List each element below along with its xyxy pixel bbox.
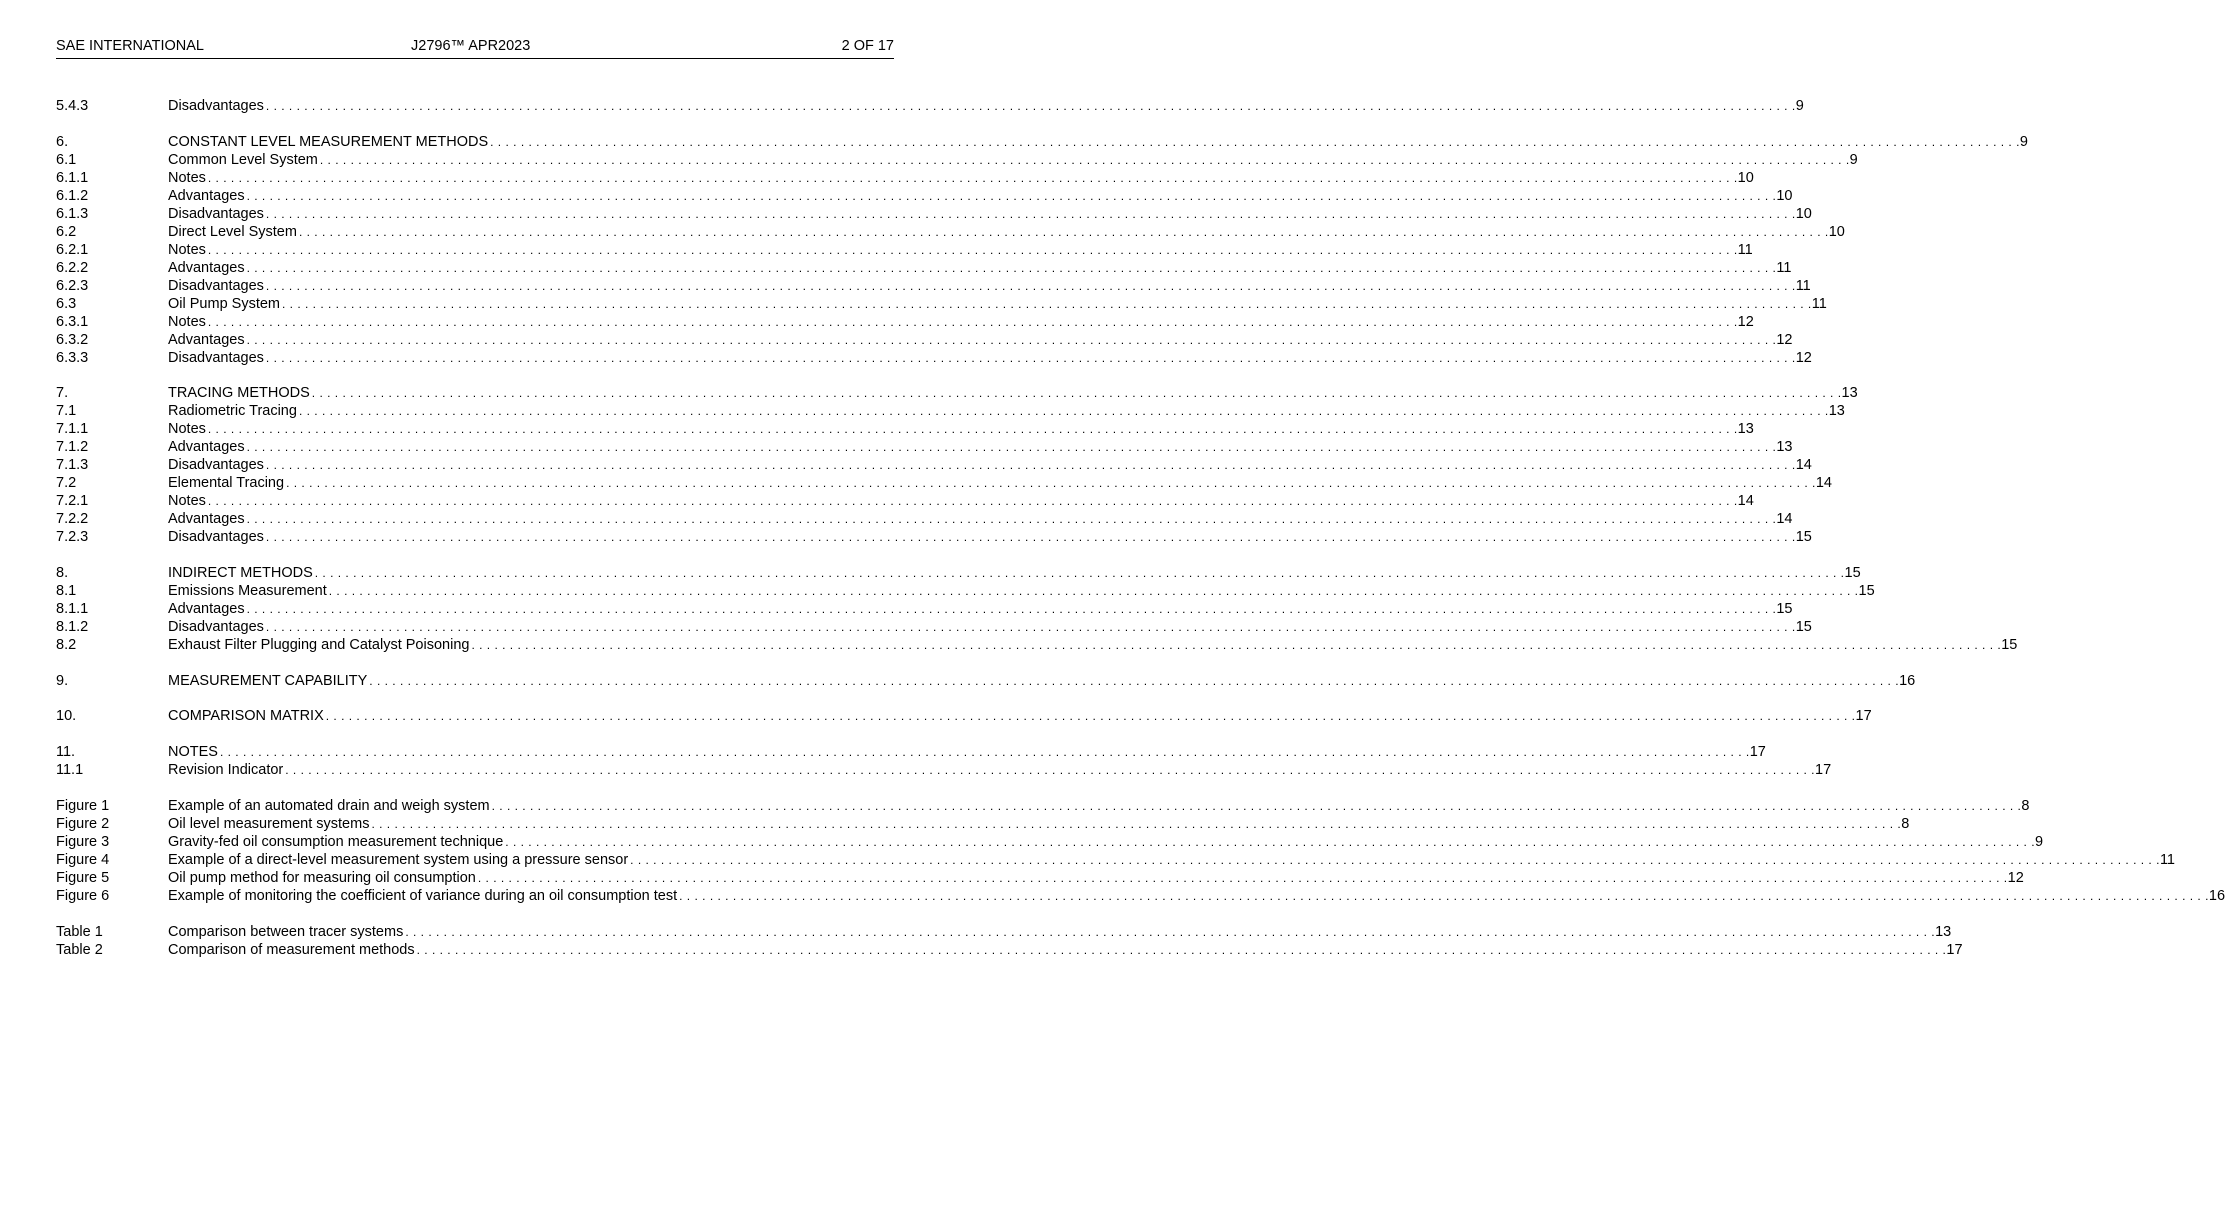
dot-leader: . . . . . . . . . . . . . . . . . . . . . . . . . . . . . . . . . . . . . . . . . . . . . . . . . . . . . . . . . . . . . . . . . . . . . . . . . . . . . . . . . . . . . . . . . . . . . . . . . . . . . . . . . . . . . . . . . . . . . . . . . . . . . . . . . . . . . . . . . . . . . . . . . . . . . . . . . . . . . . . . . . . . . . . . . . . . . . . . . . . . . . . . . . . . . . . . . . . . . . . . xyxy=(298,404,1829,419)
dot-leader: . . . . . . . . . . . . . . . . . . . . . . . . . . . . . . . . . . . . . . . . . . . . . . . . . . . . . . . . . . . . . . . . . . . . . . . . . . . . . . . . . . . . . . . . . . . . . . . . . . . . . . . . . . . . . . . . . . . . . . . . . . . . . . . . . . . . . . . . . . . . . . . . . . . . . . . . . . . . . . . . . . . . . . . . . . . . . . . . . . . . . . . . . . . . . . . . . . . . . . . . xyxy=(477,870,2008,885)
toc-entry-title: Notes xyxy=(168,169,206,186)
toc-entry-number: Figure 6 xyxy=(56,887,110,904)
dot-leader: . . . . . . . . . . . . . . . . . . . . . . . . . . . . . . . . . . . . . . . . . . . . . . . . . . . . . . . . . . . . . . . . . . . . . . . . . . . . . . . . . . . . . . . . . . . . . . . . . . . . . . . . . . . . . . . . . . . . . . . . . . . . . . . . . . . . . . . . . . . . . . . . . . . . . . . . . . . . . . . . . . . . . . . . . . . . . . . . . . . . . . . . . . . . . . . . . . . . . . . . xyxy=(405,924,1936,939)
toc-entry-page: 15 xyxy=(1795,529,1812,546)
toc-entry-title: MEASUREMENT CAPABILITY xyxy=(168,672,368,689)
toc-entry[interactable] xyxy=(56,869,2024,887)
toc-entry-page: 15 xyxy=(2001,637,2018,654)
toc-entry-title: INDIRECT METHODS xyxy=(168,565,313,582)
toc-entry[interactable] xyxy=(56,618,1812,636)
dot-leader: . . . . . . . . . . . . . . . . . . . . . . . . . . . . . . . . . . . . . . . . . . . . . . . . . . . . . . . . . . . . . . . . . . . . . . . . . . . . . . . . . . . . . . . . . . . . . . . . . . . . . . . . . . . . . . . . . . . . . . . . . . . . . . . . . . . . . . . . . . . . . . . . . . . . . . . . . . . . . . . . . . . . . . . . . . . . . . . . . . . . . . . . . . . . . . . . . . . . . . . . xyxy=(246,188,1777,203)
toc-entry-number: 6.3 xyxy=(56,295,77,312)
toc-entry-number: 6.2.1 xyxy=(56,241,89,258)
toc-entry[interactable] xyxy=(56,582,1875,600)
toc-entry-number: 5.4.3 xyxy=(56,98,89,114)
dot-leader: . . . . . . . . . . . . . . . . . . . . . . . . . . . . . . . . . . . . . . . . . . . . . . . . . . . . . . . . . . . . . . . . . . . . . . . . . . . . . . . . . . . . . . . . . . . . . . . . . . . . . . . . . . . . . . . . . . . . . . . . . . . . . . . . . . . . . . . . . . . . . . . . . . . . . . . . . . . . . . . . . . . . . . . . . . . . . . . . . . . . . . . . . . . . . . . . . . . . . . . . xyxy=(265,350,1796,365)
toc-entry[interactable] xyxy=(56,97,1804,115)
toc-entry-title: Disadvantages xyxy=(168,349,264,366)
dot-leader: . . . . . . . . . . . . . . . . . . . . . . . . . . . . . . . . . . . . . . . . . . . . . . . . . . . . . . . . . . . . . . . . . . . . . . . . . . . . . . . . . . . . . . . . . . . . . . . . . . . . . . . . . . . . . . . . . . . . . . . . . . . . . . . . . . . . . . . . . . . . . . . . . . . . . . . . . . . . . . . . . . . . . . . . . . . . . . . . . . . . . . . . . . . . . . . . . . . . . . . . xyxy=(630,852,2160,867)
dot-leader: . . . . . . . . . . . . . . . . . . . . . . . . . . . . . . . . . . . . . . . . . . . . . . . . . . . . . . . . . . . . . . . . . . . . . . . . . . . . . . . . . . . . . . . . . . . . . . . . . . . . . . . . . . . . . . . . . . . . . . . . . . . . . . . . . . . . . . . . . . . . . . . . . . . . . . . . . . . . . . . . . . . . . . . . . . . . . . . . . . . . . . . . . . . . . . . . . . . . . . . . xyxy=(207,314,1738,329)
toc-entry-page: 12 xyxy=(2007,869,2024,886)
toc-entry-number: 7.2.1 xyxy=(56,493,89,510)
page-header xyxy=(56,38,894,59)
toc-entry-title: Elemental Tracing xyxy=(168,475,285,492)
dot-leader: . . . . . . . . . . . . . . . . . . . . . . . . . . . . . . . . . . . . . . . . . . . . . . . . . . . . . . . . . . . . . . . . . . . . . . . . . . . . . . . . . . . . . . . . . . . . . . . . . . . . . . . . . . . . . . . . . . . . . . . . . . . . . . . . . . . . . . . . . . . . . . . . . . . . . . . . . . . . . . . . . . . . . . . . . . . . . . . . . . . . . . . . . . . . . . . . . . . . . . . . xyxy=(325,709,1856,724)
toc-entry-number: 7.1.3 xyxy=(56,457,89,474)
toc-entry-number: 6.1.1 xyxy=(56,169,89,186)
toc-entry-page: 10 xyxy=(1795,205,1812,222)
toc-entry-page: 11 xyxy=(1776,259,1792,276)
dot-leader: . . . . . . . . . . . . . . . . . . . . . . . . . . . . . . . . . . . . . . . . . . . . . . . . . . . . . . . . . . . . . . . . . . . . . . . . . . . . . . . . . . . . . . . . . . . . . . . . . . . . . . . . . . . . . . . . . . . . . . . . . . . . . . . . . . . . . . . . . . . . . . . . . . . . . . . . . . . . . . . . . . . . . . . . . . . . . . . . . . . . . . . . . . . . . . . . . . . . . . . . xyxy=(371,816,1902,831)
toc-entry-title: Emissions Measurement xyxy=(168,583,327,600)
toc-entry-title: Advantages xyxy=(168,439,245,456)
toc-entry-page: 9 xyxy=(1795,98,1804,114)
toc-entry-page: 12 xyxy=(1776,331,1793,348)
toc-entry-title: Example of monitoring the coefficient of variance during an oil consumption test xyxy=(168,887,678,904)
toc-entry-page: 16 xyxy=(1899,672,1916,689)
toc-entry-number: Figure 5 xyxy=(56,869,110,886)
toc-entry-title: Example of a direct-level measurement system using a pressure sensor xyxy=(168,851,629,868)
toc-entry[interactable] xyxy=(56,474,1832,492)
toc-entry-title: Notes xyxy=(168,421,206,438)
dot-leader: . . . . . . . . . . . . . . . . . . . . . . . . . . . . . . . . . . . . . . . . . . . . . . . . . . . . . . . . . . . . . . . . . . . . . . . . . . . . . . . . . . . . . . . . . . . . . . . . . . . . . . . . . . . . . . . . . . . . . . . . . . . . . . . . . . . . . . . . . . . . . . . . . . . . . . . . . . . . . . . . . . . . . . . . . . . . . . . . . . . . . . . . . . . . . . . . . . . . . . . . xyxy=(246,332,1777,347)
toc-entry[interactable] xyxy=(56,492,1754,510)
toc-entry[interactable] xyxy=(56,851,2175,869)
toc-entry-page: 14 xyxy=(1815,475,1832,492)
toc-entry[interactable] xyxy=(56,887,2225,905)
toc-entry-page: 17 xyxy=(1946,941,1963,958)
dot-leader: . . . . . . . . . . . . . . . . . . . . . . . . . . . . . . . . . . . . . . . . . . . . . . . . . . . . . . . . . . . . . . . . . . . . . . . . . . . . . . . . . . . . . . . . . . . . . . . . . . . . . . . . . . . . . . . . . . . . . . . . . . . . . . . . . . . . . . . . . . . . . . . . . . . . . . . . . . . . . . . . . . . . . . . . . . . . . . . . . . . . . . . . . . . . . . . . . . . . . . . . xyxy=(246,602,1777,617)
toc-entry-number: 7.2 xyxy=(56,475,77,492)
toc-entry-page: 14 xyxy=(1737,493,1754,510)
toc-entry-title: Advantages xyxy=(168,331,245,348)
toc-entry-page: 15 xyxy=(1795,619,1812,636)
toc-entry-title: Exhaust Filter Plugging and Catalyst Poisoning xyxy=(168,637,470,654)
toc-entry-title: Disadvantages xyxy=(168,277,264,294)
toc-entry-title: Disadvantages xyxy=(168,619,264,636)
toc-entry-title: Gravity-fed oil consumption measurement technique xyxy=(168,833,504,850)
dot-leader: . . . . . . . . . . . . . . . . . . . . . . . . . . . . . . . . . . . . . . . . . . . . . . . . . . . . . . . . . . . . . . . . . . . . . . . . . . . . . . . . . . . . . . . . . . . . . . . . . . . . . . . . . . . . . . . . . . . . . . . . . . . . . . . . . . . . . . . . . . . . . . . . . . . . . . . . . . . . . . . . . . . . . . . . . . . . . . . . . . . . . . . . . . . . . . . . . . . . . . . . xyxy=(416,942,1947,957)
toc-entry-page: 15 xyxy=(1858,583,1875,600)
dot-leader: . . . . . . . . . . . . . . . . . . . . . . . . . . . . . . . . . . . . . . . . . . . . . . . . . . . . . . . . . . . . . . . . . . . . . . . . . . . . . . . . . . . . . . . . . . . . . . . . . . . . . . . . . . . . . . . . . . . . . . . . . . . . . . . . . . . . . . . . . . . . . . . . . . . . . . . . . . . . . . . . . . . . . . . . . . . . . . . . . . . . . . . . . . . . . . . . . . . . . . . . xyxy=(282,296,1812,311)
toc-entry-page: 10 xyxy=(1776,187,1793,204)
dot-leader: . . . . . . . . . . . . . . . . . . . . . . . . . . . . . . . . . . . . . . . . . . . . . . . . . . . . . . . . . . . . . . . . . . . . . . . . . . . . . . . . . . . . . . . . . . . . . . . . . . . . . . . . . . . . . . . . . . . . . . . . . . . . . . . . . . . . . . . . . . . . . . . . . . . . . . . . . . . . . . . . . . . . . . . . . . . . . . . . . . . . . . . . . . . . . . . . . . . . . . . . xyxy=(314,566,1845,581)
toc-entry-number: 6.1.3 xyxy=(56,205,89,222)
dot-leader: . . . . . . . . . . . . . . . . . . . . . . . . . . . . . . . . . . . . . . . . . . . . . . . . . . . . . . . . . . . . . . . . . . . . . . . . . . . . . . . . . . . . . . . . . . . . . . . . . . . . . . . . . . . . . . . . . . . . . . . . . . . . . . . . . . . . . . . . . . . . . . . . . . . . . . . . . . . . . . . . . . . . . . . . . . . . . . . . . . . . . . . . . . . . . . . . . . . . . . . . xyxy=(207,170,1738,185)
toc-entry-number: 8.2 xyxy=(56,637,77,654)
dot-leader: . . . . . . . . . . . . . . . . . . . . . . . . . . . . . . . . . . . . . . . . . . . . . . . . . . . . . . . . . . . . . . . . . . . . . . . . . . . . . . . . . . . . . . . . . . . . . . . . . . . . . . . . . . . . . . . . . . . . . . . . . . . . . . . . . . . . . . . . . . . . . . . . . . . . . . . . . . . . . . . . . . . . . . . . . . . . . . . . . . . . . . . . . . . . . . . . . . . . . . . . xyxy=(311,386,1842,401)
toc-entry[interactable] xyxy=(56,815,1910,833)
toc-entry-title: TRACING METHODS xyxy=(168,385,310,402)
toc-entry[interactable] xyxy=(56,420,1754,438)
dot-leader: . . . . . . . . . . . . . . . . . . . . . . . . . . . . . . . . . . . . . . . . . . . . . . . . . . . . . . . . . . . . . . . . . . . . . . . . . . . . . . . . . . . . . . . . . . . . . . . . . . . . . . . . . . . . . . . . . . . . . . . . . . . . . . . . . . . . . . . . . . . . . . . . . . . . . . . . . . . . . . . . . . . . . . . . . . . . . . . . . . . . . . . . . . . . . . . . . . . . . . . . xyxy=(319,152,1850,167)
toc-entry-number: Figure 1 xyxy=(56,797,110,814)
toc-entry[interactable] xyxy=(56,151,1858,169)
toc-entry-title: Comparison of measurement methods xyxy=(168,941,415,958)
toc-entry[interactable] xyxy=(56,707,1872,725)
toc-entry-title: Radiometric Tracing xyxy=(168,403,297,420)
toc-entry-number: 11. xyxy=(56,744,76,761)
toc-entry[interactable] xyxy=(56,205,1812,223)
toc-entry-page: 16 xyxy=(2208,887,2225,904)
toc-entry-number: Figure 2 xyxy=(56,815,110,832)
dot-leader: . . . . . . . . . . . . . . . . . . . . . . . . . . . . . . . . . . . . . . . . . . . . . . . . . . . . . . . . . . . . . . . . . . . . . . . . . . . . . . . . . . . . . . . . . . . . . . . . . . . . . . . . . . . . . . . . . . . . . . . . . . . . . . . . . . . . . . . . . . . . . . . . . . . . . . . . . . . . . . . . . . . . . . . . . . . . . . . . . . . . . . . . . . . . . . . . . . . . . . . . xyxy=(505,834,2036,849)
toc-entry-title: Disadvantages xyxy=(168,529,264,546)
toc-entry-title: Oil level measurement systems xyxy=(168,815,370,832)
toc-entry-page: 13 xyxy=(1737,421,1754,438)
toc-entry-number: 6.2.3 xyxy=(56,277,89,294)
toc-entry-number: Figure 3 xyxy=(56,833,110,850)
toc-entry-title: Common Level System xyxy=(168,151,318,168)
toc-entry-number: 8. xyxy=(56,565,69,582)
toc-entry-number: 6.1 xyxy=(56,151,77,168)
toc-entry-number: 7.1 xyxy=(56,403,77,420)
toc-entry[interactable] xyxy=(56,438,1793,456)
dot-leader: . . . . . . . . . . . . . . . . . . . . . . . . . . . . . . . . . . . . . . . . . . . . . . . . . . . . . . . . . . . . . . . . . . . . . . . . . . . . . . . . . . . . . . . . . . . . . . . . . . . . . . . . . . . . . . . . . . . . . . . . . . . . . . . . . . . . . . . . . . . . . . . . . . . . . . . . . . . . . . . . . . . . . . . . . . . . . . . . . . . . . . . . . . . . . . . . . . . . . . . . xyxy=(207,422,1738,437)
toc-entry-number: 8.1.2 xyxy=(56,619,89,636)
dot-leader: . . . . . . . . . . . . . . . . . . . . . . . . . . . . . . . . . . . . . . . . . . . . . . . . . . . . . . . . . . . . . . . . . . . . . . . . . . . . . . . . . . . . . . . . . . . . . . . . . . . . . . . . . . . . . . . . . . . . . . . . . . . . . . . . . . . . . . . . . . . . . . . . . . . . . . . . . . . . . . . . . . . . . . . . . . . . . . . . . . . . . . . . . . . . . . . . . . . . . . . . xyxy=(219,745,1750,760)
toc-entry-title: Direct Level System xyxy=(168,223,297,240)
toc-entry[interactable] xyxy=(56,295,1827,313)
toc-entry-number: 6.2 xyxy=(56,223,77,240)
toc-entry-page: 15 xyxy=(1776,601,1793,618)
toc-entry[interactable] xyxy=(56,259,1792,277)
dot-leader: . . . . . . . . . . . . . . . . . . . . . . . . . . . . . . . . . . . . . . . . . . . . . . . . . . . . . . . . . . . . . . . . . . . . . . . . . . . . . . . . . . . . . . . . . . . . . . . . . . . . . . . . . . . . . . . . . . . . . . . . . . . . . . . . . . . . . . . . . . . . . . . . . . . . . . . . . . . . . . . . . . . . . . . . . . . . . . . . . . . . . . . . . . . . . . . . . . . . . . . . xyxy=(285,763,1816,778)
document-number: J2796™ APR2023 xyxy=(411,38,531,54)
dot-leader: . . . . . . . . . . . . . . . . . . . . . . . . . . . . . . . . . . . . . . . . . . . . . . . . . . . . . . . . . . . . . . . . . . . . . . . . . . . . . . . . . . . . . . . . . . . . . . . . . . . . . . . . . . . . . . . . . . . . . . . . . . . . . . . . . . . . . . . . . . . . . . . . . . . . . . . . . . . . . . . . . . . . . . . . . . . . . . . . . . . . . . . . . . . . . . . . . . . . . . . . xyxy=(265,620,1796,635)
toc-entry-page: 10 xyxy=(1828,223,1845,240)
dot-leader: . . . . . . . . . . . . . . . . . . . . . . . . . . . . . . . . . . . . . . . . . . . . . . . . . . . . . . . . . . . . . . . . . . . . . . . . . . . . . . . . . . . . . . . . . . . . . . . . . . . . . . . . . . . . . . . . . . . . . . . . . . . . . . . . . . . . . . . . . . . . . . . . . . . . . . . . . . . . . . . . . . . . . . . . . . . . . . . . . . . . . . . . . . . . . . . . . . . . . . . . xyxy=(328,584,1859,599)
toc-entry-number: 7.2.3 xyxy=(56,529,89,546)
toc-entry-page: 11 xyxy=(1737,241,1753,258)
toc-entry[interactable] xyxy=(56,223,1845,241)
toc-entry-title: Oil pump method for measuring oil consumption xyxy=(168,869,476,886)
toc-entry-page: 9 xyxy=(2019,133,2028,150)
toc-entry-title: Advantages xyxy=(168,601,245,618)
toc-entry[interactable] xyxy=(56,510,1793,528)
toc-entry-page: 8 xyxy=(1901,815,1910,832)
toc-entry-title: Notes xyxy=(168,313,206,330)
toc-entry-number: 8.1.1 xyxy=(56,601,89,618)
toc-entry[interactable] xyxy=(56,564,1861,582)
toc-entry-page: 13 xyxy=(1828,403,1845,420)
toc-entry-number: Table 1 xyxy=(56,923,103,940)
toc-entry[interactable] xyxy=(56,761,1832,779)
toc-entry[interactable] xyxy=(56,600,1793,618)
dot-leader: . . . . . . . . . . . . . . . . . . . . . . . . . . . . . . . . . . . . . . . . . . . . . . . . . . . . . . . . . . . . . . . . . . . . . . . . . . . . . . . . . . . . . . . . . . . . . . . . . . . . . . . . . . . . . . . . . . . . . . . . . . . . . . . . . . . . . . . . . . . . . . . . . . . . . . . . . . . . . . . . . . . . . . . . . . . . . . . . . . . . . . . . . . . . . . . . . . . . . . . . xyxy=(246,512,1777,527)
toc-entry[interactable] xyxy=(56,349,1812,367)
toc-entry-title: NOTES xyxy=(168,744,218,761)
toc-entry-title: Disadvantages xyxy=(168,98,264,114)
toc-entry-number: 10. xyxy=(56,708,77,725)
toc-entry[interactable] xyxy=(56,528,1812,546)
publisher-name: SAE INTERNATIONAL xyxy=(56,38,204,54)
toc-entry-page: 12 xyxy=(1737,313,1754,330)
toc-entry-title: Disadvantages xyxy=(168,457,264,474)
toc-entry[interactable] xyxy=(56,331,1793,349)
toc-entry-title: Notes xyxy=(168,241,206,258)
toc-entry-number: 6.3.2 xyxy=(56,331,89,348)
toc-entry-number: 11.1 xyxy=(56,762,84,779)
toc-entry-page: 11 xyxy=(2159,851,2175,868)
toc-entry-number: 6.1.2 xyxy=(56,187,89,204)
dot-leader: . . . . . . . . . . . . . . . . . . . . . . . . . . . . . . . . . . . . . . . . . . . . . . . . . . . . . . . . . . . . . . . . . . . . . . . . . . . . . . . . . . . . . . . . . . . . . . . . . . . . . . . . . . . . . . . . . . . . . . . . . . . . . . . . . . . . . . . . . . . . . . . . . . . . . . . . . . . . . . . . . . . . . . . . . . . . . . . . . . . . . . . . . . . . . . . . . . . . . . . . xyxy=(246,440,1777,455)
toc-entry-number: 7.1.2 xyxy=(56,439,89,456)
toc-entry-title: Notes xyxy=(168,493,206,510)
toc-entry[interactable] xyxy=(56,923,1952,941)
dot-leader: . . . . . . . . . . . . . . . . . . . . . . . . . . . . . . . . . . . . . . . . . . . . . . . . . . . . . . . . . . . . . . . . . . . . . . . . . . . . . . . . . . . . . . . . . . . . . . . . . . . . . . . . . . . . . . . . . . . . . . . . . . . . . . . . . . . . . . . . . . . . . . . . . . . . . . . . . . . . . . . . . . . . . . . . . . . . . . . . . . . . . . . . . . . . . . . . . . . . . . . . xyxy=(265,458,1796,473)
toc-entry-page: 14 xyxy=(1795,457,1812,474)
dot-leader: . . . . . . . . . . . . . . . . . . . . . . . . . . . . . . . . . . . . . . . . . . . . . . . . . . . . . . . . . . . . . . . . . . . . . . . . . . . . . . . . . . . . . . . . . . . . . . . . . . . . . . . . . . . . . . . . . . . . . . . . . . . . . . . . . . . . . . . . . . . . . . . . . . . . . . . . . . . . . . . . . . . . . . . . . . . . . . . . . . . . . . . . . . . . . . . . . . . . . . . . xyxy=(207,494,1738,509)
toc-entry[interactable] xyxy=(56,636,2018,654)
dot-leader: . . . . . . . . . . . . . . . . . . . . . . . . . . . . . . . . . . . . . . . . . . . . . . . . . . . . . . . . . . . . . . . . . . . . . . . . . . . . . . . . . . . . . . . . . . . . . . . . . . . . . . . . . . . . . . . . . . . . . . . . . . . . . . . . . . . . . . . . . . . . . . . . . . . . . . . . . . . . . . . . . . . . . . . . . . . . . . . . . . . . . . . . . . . . . . . . . . . . . . . . xyxy=(207,242,1738,257)
toc-entry[interactable] xyxy=(56,133,2028,151)
dot-leader: . . . . . . . . . . . . . . . . . . . . . . . . . . . . . . . . . . . . . . . . . . . . . . . . . . . . . . . . . . . . . . . . . . . . . . . . . . . . . . . . . . . . . . . . . . . . . . . . . . . . . . . . . . . . . . . . . . . . . . . . . . . . . . . . . . . . . . . . . . . . . . . . . . . . . . . . . . . . . . . . . . . . . . . . . . . . . . . . . . . . . . . . . . . . . . . . . . . . . . . . xyxy=(490,134,2020,149)
toc-entry[interactable] xyxy=(56,169,1754,187)
dot-leader: . . . . . . . . . . . . . . . . . . . . . . . . . . . . . . . . . . . . . . . . . . . . . . . . . . . . . . . . . . . . . . . . . . . . . . . . . . . . . . . . . . . . . . . . . . . . . . . . . . . . . . . . . . . . . . . . . . . . . . . . . . . . . . . . . . . . . . . . . . . . . . . . . . . . . . . . . . . . . . . . . . . . . . . . . . . . . . . . . . . . . . . . . . . . . . . . . . . . . . . . xyxy=(491,798,2022,813)
toc-entry[interactable] xyxy=(56,833,2044,851)
toc-entry-title: COMPARISON MATRIX xyxy=(168,708,324,725)
toc-entry[interactable] xyxy=(56,384,1858,402)
toc-entry[interactable] xyxy=(56,456,1812,474)
toc-entry-page: 13 xyxy=(1841,385,1858,402)
toc-entry-title: Revision Indicator xyxy=(168,762,284,779)
toc-entry[interactable] xyxy=(56,941,1963,959)
toc-entry-page: 10 xyxy=(1737,169,1754,186)
toc-entry[interactable] xyxy=(56,797,2030,815)
dot-leader: . . . . . . . . . . . . . . . . . . . . . . . . . . . . . . . . . . . . . . . . . . . . . . . . . . . . . . . . . . . . . . . . . . . . . . . . . . . . . . . . . . . . . . . . . . . . . . . . . . . . . . . . . . . . . . . . . . . . . . . . . . . . . . . . . . . . . . . . . . . . . . . . . . . . . . . . . . . . . . . . . . . . . . . . . . . . . . . . . . . . . . . . . . . . . . . . . . . . . . . . xyxy=(265,278,1796,293)
toc-entry-page: 9 xyxy=(1849,151,1858,168)
toc-entry-page: 17 xyxy=(1855,708,1872,725)
toc-entry-title: CONSTANT LEVEL MEASUREMENT METHODS xyxy=(168,133,489,150)
dot-leader: . . . . . . . . . . . . . . . . . . . . . . . . . . . . . . . . . . . . . . . . . . . . . . . . . . . . . . . . . . . . . . . . . . . . . . . . . . . . . . . . . . . . . . . . . . . . . . . . . . . . . . . . . . . . . . . . . . . . . . . . . . . . . . . . . . . . . . . . . . . . . . . . . . . . . . . . . . . . . . . . . . . . . . . . . . . . . . . . . . . . . . . . . . . . . . . . . . . . . . . . xyxy=(246,260,1777,275)
toc-entry-number: 6.3.1 xyxy=(56,313,89,330)
toc-entry-number: 6.2.2 xyxy=(56,259,89,276)
dot-leader: . . . . . . . . . . . . . . . . . . . . . . . . . . . . . . . . . . . . . . . . . . . . . . . . . . . . . . . . . . . . . . . . . . . . . . . . . . . . . . . . . . . . . . . . . . . . . . . . . . . . . . . . . . . . . . . . . . . . . . . . . . . . . . . . . . . . . . . . . . . . . . . . . . . . . . . . . . . . . . . . . . . . . . . . . . . . . . . . . . . . . . . . . . . . . . . . . . . . . . . . xyxy=(286,476,1816,491)
toc-entry-number: 8.1 xyxy=(56,583,77,600)
toc-entry[interactable] xyxy=(56,402,1845,420)
toc-entry-page: 12 xyxy=(1795,349,1812,366)
dot-leader: . . . . . . . . . . . . . . . . . . . . . . . . . . . . . . . . . . . . . . . . . . . . . . . . . . . . . . . . . . . . . . . . . . . . . . . . . . . . . . . . . . . . . . . . . . . . . . . . . . . . . . . . . . . . . . . . . . . . . . . . . . . . . . . . . . . . . . . . . . . . . . . . . . . . . . . . . . . . . . . . . . . . . . . . . . . . . . . . . . . . . . . . . . . . . . . . . . . . . . . . xyxy=(679,888,2209,903)
dot-leader: . . . . . . . . . . . . . . . . . . . . . . . . . . . . . . . . . . . . . . . . . . . . . . . . . . . . . . . . . . . . . . . . . . . . . . . . . . . . . . . . . . . . . . . . . . . . . . . . . . . . . . . . . . . . . . . . . . . . . . . . . . . . . . . . . . . . . . . . . . . . . . . . . . . . . . . . . . . . . . . . . . . . . . . . . . . . . . . . . . . . . . . . . . . . . . . . . . . . . . . . xyxy=(265,206,1796,221)
dot-leader: . . . . . . . . . . . . . . . . . . . . . . . . . . . . . . . . . . . . . . . . . . . . . . . . . . . . . . . . . . . . . . . . . . . . . . . . . . . . . . . . . . . . . . . . . . . . . . . . . . . . . . . . . . . . . . . . . . . . . . . . . . . . . . . . . . . . . . . . . . . . . . . . . . . . . . . . . . . . . . . . . . . . . . . . . . . . . . . . . . . . . . . . . . . . . . . . . . . . . . . . xyxy=(298,224,1829,239)
toc-entry-title: Disadvantages xyxy=(168,205,264,222)
toc-entry-number: 9. xyxy=(56,672,69,689)
toc-entry-page: 13 xyxy=(1935,923,1952,940)
toc-entry[interactable] xyxy=(56,241,1753,259)
toc-entry-page: 15 xyxy=(1844,565,1861,582)
toc-entry-page: 17 xyxy=(1815,762,1832,779)
toc-entry-page: 11 xyxy=(1811,295,1827,312)
toc-entry-page: 14 xyxy=(1776,511,1793,528)
table-of-contents xyxy=(56,97,2225,959)
dot-leader: . . . . . . . . . . . . . . . . . . . . . . . . . . . . . . . . . . . . . . . . . . . . . . . . . . . . . . . . . . . . . . . . . . . . . . . . . . . . . . . . . . . . . . . . . . . . . . . . . . . . . . . . . . . . . . . . . . . . . . . . . . . . . . . . . . . . . . . . . . . . . . . . . . . . . . . . . . . . . . . . . . . . . . . . . . . . . . . . . . . . . . . . . . . . . . . . . . . . . . . . xyxy=(471,638,2002,653)
dot-leader: . . . . . . . . . . . . . . . . . . . . . . . . . . . . . . . . . . . . . . . . . . . . . . . . . . . . . . . . . . . . . . . . . . . . . . . . . . . . . . . . . . . . . . . . . . . . . . . . . . . . . . . . . . . . . . . . . . . . . . . . . . . . . . . . . . . . . . . . . . . . . . . . . . . . . . . . . . . . . . . . . . . . . . . . . . . . . . . . . . . . . . . . . . . . . . . . . . . . . . . . xyxy=(369,673,1900,688)
toc-entry-number: 6. xyxy=(56,133,69,150)
toc-entry-number: 7.2.2 xyxy=(56,511,89,528)
page-number: 2 OF 17 xyxy=(841,38,894,54)
toc-entry[interactable] xyxy=(56,743,1766,761)
toc-entry-page: 9 xyxy=(2035,833,2044,850)
toc-entry-page: 13 xyxy=(1776,439,1793,456)
toc-entry-page: 8 xyxy=(2021,797,2030,814)
toc-entry-title: Advantages xyxy=(168,187,245,204)
toc-entry-number: Figure 4 xyxy=(56,851,110,868)
toc-entry[interactable] xyxy=(56,187,1793,205)
toc-entry-title: Advantages xyxy=(168,511,245,528)
toc-entry-number: 7.1.1 xyxy=(56,421,89,438)
toc-entry-number: 7. xyxy=(56,385,69,402)
toc-entry-page: 11 xyxy=(1795,277,1811,294)
toc-entry-page: 17 xyxy=(1749,744,1766,761)
toc-entry[interactable] xyxy=(56,277,1811,295)
toc-entry-title: Oil Pump System xyxy=(168,295,280,312)
dot-leader: . . . . . . . . . . . . . . . . . . . . . . . . . . . . . . . . . . . . . . . . . . . . . . . . . . . . . . . . . . . . . . . . . . . . . . . . . . . . . . . . . . . . . . . . . . . . . . . . . . . . . . . . . . . . . . . . . . . . . . . . . . . . . . . . . . . . . . . . . . . . . . . . . . . . . . . . . . . . . . . . . . . . . . . . . . . . . . . . . . . . . . . . . . . . . . . . . . . . . . . . xyxy=(265,99,1796,113)
toc-entry-title: Advantages xyxy=(168,259,245,276)
toc-entry-title: Comparison between tracer systems xyxy=(168,923,404,940)
dot-leader: . . . . . . . . . . . . . . . . . . . . . . . . . . . . . . . . . . . . . . . . . . . . . . . . . . . . . . . . . . . . . . . . . . . . . . . . . . . . . . . . . . . . . . . . . . . . . . . . . . . . . . . . . . . . . . . . . . . . . . . . . . . . . . . . . . . . . . . . . . . . . . . . . . . . . . . . . . . . . . . . . . . . . . . . . . . . . . . . . . . . . . . . . . . . . . . . . . . . . . . . xyxy=(265,530,1796,545)
toc-entry[interactable] xyxy=(56,313,1754,331)
toc-entry[interactable] xyxy=(56,672,1916,690)
toc-entry-number: Table 2 xyxy=(56,941,103,958)
toc-entry-title: Example of an automated drain and weigh system xyxy=(168,797,490,814)
toc-entry-number: 6.3.3 xyxy=(56,349,89,366)
